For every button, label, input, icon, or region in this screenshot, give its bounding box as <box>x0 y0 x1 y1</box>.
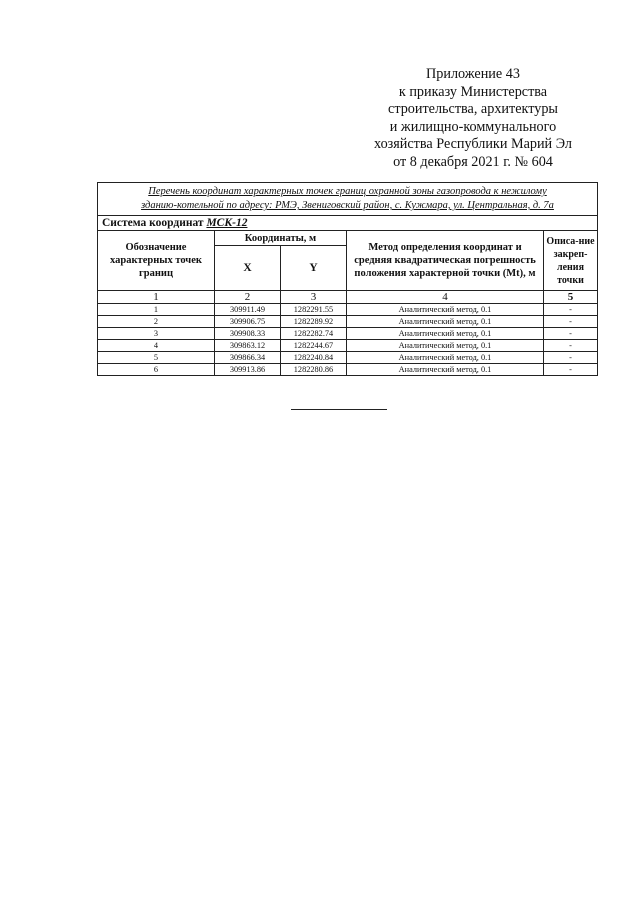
appendix-line: и жилищно-коммунального <box>389 118 557 135</box>
cell-point: 4 <box>98 340 215 352</box>
cell-x: 309906.75 <box>215 316 281 328</box>
cell-description: - <box>544 364 598 376</box>
cell-x: 309908.33 <box>215 328 281 340</box>
cell-point: 2 <box>98 316 215 328</box>
appendix-line: хозяйства Республики Марий Эл <box>374 136 572 152</box>
header-description: Описа-ние закреп-ления точки <box>544 231 598 291</box>
cell-point: 5 <box>98 352 215 364</box>
cell-y: 1282291.55 <box>281 304 347 316</box>
header-y: Y <box>281 246 347 291</box>
cell-y: 1282240.84 <box>281 352 347 364</box>
caption-line: Перечень координат характерных точек границ охранной зоны газопровода к нежилому <box>148 186 547 197</box>
caption-line: зданию-котельной по адресу: РМЭ, Звениговский район, с. Кужмара, ул. Центральная, д. 7а <box>141 200 554 211</box>
cell-y: 1282282.74 <box>281 328 347 340</box>
table-row <box>98 328 598 340</box>
header-coordinates: Координаты, м <box>215 231 347 246</box>
header-x: X <box>215 246 281 291</box>
cell-point: 6 <box>98 364 215 376</box>
cell-x: 309911.49 <box>215 304 281 316</box>
table-row <box>98 340 598 352</box>
appendix-line: к приказу Министерства <box>398 83 548 100</box>
coordinate-system <box>98 216 598 231</box>
cell-description: - <box>544 352 598 364</box>
cell-x: 309866.34 <box>215 352 281 364</box>
coordinate-system-row <box>98 216 598 231</box>
appendix-line: от 8 декабря 2021 г. № 604 <box>393 153 553 170</box>
end-divider <box>291 409 387 410</box>
cell-description: - <box>544 316 598 328</box>
coordinate-system-name: МСК-12 <box>206 217 248 229</box>
cell-x: 309913.86 <box>215 364 281 376</box>
table-row <box>98 364 598 376</box>
cell-method: Аналитический метод, 0.1 <box>347 364 544 376</box>
cell-x: 309863.12 <box>215 340 281 352</box>
appendix-header <box>340 66 606 171</box>
column-number-row <box>98 291 598 304</box>
coordinates-table <box>97 182 598 376</box>
table-caption <box>98 183 598 216</box>
cell-method: Аналитический метод, 0.1 <box>347 316 544 328</box>
header-point: Обозначение характерных точек границ <box>98 231 215 291</box>
cell-point: 3 <box>98 328 215 340</box>
appendix-line: строительства, архитектуры <box>388 101 558 117</box>
cell-y: 1282244.67 <box>281 340 347 352</box>
cell-method: Аналитический метод, 0.1 <box>347 328 544 340</box>
cell-y: 1282289.92 <box>281 316 347 328</box>
table-row <box>98 304 598 316</box>
header-row <box>98 231 598 246</box>
appendix-line: Приложение 43 <box>426 66 520 82</box>
cell-method: Аналитический метод, 0.1 <box>347 352 544 364</box>
cell-description: - <box>544 340 598 352</box>
cell-method: Аналитический метод, 0.1 <box>347 304 544 316</box>
cell-point: 1 <box>98 304 215 316</box>
cell-description: - <box>544 304 598 316</box>
cell-description: - <box>544 328 598 340</box>
column-number: 5 <box>544 291 598 304</box>
column-number: 2 <box>215 291 281 304</box>
coordinate-system-label: Система координат <box>102 217 207 229</box>
table-row <box>98 316 598 328</box>
header-method: Метод определения координат и средняя квадратическая погрешность положения характерной точки (Mt), м <box>347 231 544 291</box>
column-number: 3 <box>281 291 347 304</box>
cell-method: Аналитический метод, 0.1 <box>347 340 544 352</box>
column-number: 1 <box>98 291 215 304</box>
column-number: 4 <box>347 291 544 304</box>
table-row <box>98 352 598 364</box>
cell-y: 1282280.86 <box>281 364 347 376</box>
table-caption-row <box>98 183 598 216</box>
